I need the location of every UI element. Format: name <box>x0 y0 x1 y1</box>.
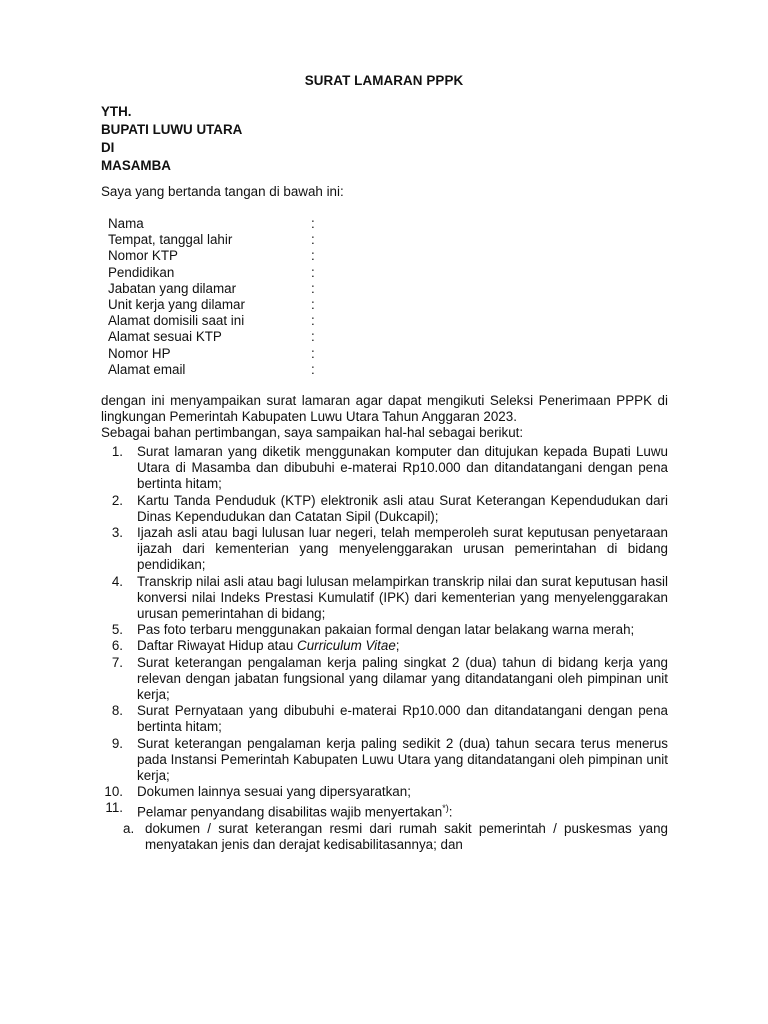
requirements-list <box>101 444 668 854</box>
field-colon: : <box>311 313 315 329</box>
field-label: Unit kerja yang dilamar <box>108 296 245 312</box>
list-number: 1. <box>111 444 123 459</box>
list-number: 8. <box>111 703 123 719</box>
field-row <box>108 232 368 248</box>
sub-list-letter: a. <box>123 821 135 837</box>
field-colon: : <box>311 216 315 231</box>
field-row <box>108 362 368 378</box>
application-statement: dengan ini menyampaikan surat lamaran agar dapat mengikuti Seleksi Penerimaan PPPK di lingkungan Pemerintah Kabupaten Luwu Utara Tahun Anggaran 2023. <box>101 393 668 425</box>
sub-list-item <box>101 821 668 853</box>
field-label: Nomor HP <box>108 345 171 361</box>
field-colon: : <box>311 232 315 248</box>
list-text: Daftar Riwayat Hidup atau <box>137 638 298 654</box>
list-item <box>101 655 668 704</box>
field-colon: : <box>311 264 315 280</box>
field-colon: : <box>311 345 315 361</box>
list-item <box>101 574 668 623</box>
list-number: 10. <box>104 784 123 800</box>
field-label: Alamat email <box>108 361 186 377</box>
list-text: Pas foto terbaru menggunakan pakaian formal dengan latar belakang warna merah; <box>137 622 635 638</box>
field-row <box>108 216 368 232</box>
body-paragraph <box>101 393 668 442</box>
address-line: DI <box>101 140 115 155</box>
identity-fields <box>108 216 368 378</box>
address-line: MASAMBA <box>101 158 171 173</box>
list-text-suffix: : <box>448 804 453 820</box>
list-text-italic: Curriculum Vitae <box>297 638 396 654</box>
list-text: Ijazah asli atau bagi lulusan luar negeri, telah memperoleh surat keputusan penyetaraan ijazah dari kementerian yang menyelenggarakan urusan pemerintahan di bidang pendidikan; <box>137 525 668 573</box>
list-item <box>101 525 668 574</box>
field-label: Nama <box>108 216 144 231</box>
recipient-address <box>101 103 242 175</box>
intro-text: Saya yang bertanda tangan di bawah ini: <box>101 184 344 199</box>
list-text: Transkrip nilai asli atau bagi lulusan melampirkan transkrip nilai dan surat keputusan hasil konversi nilai Indeks Prestasi Kumulatif (IPK) dari kementerian yang menyelenggarakan urusan pemerintahan di bidang; <box>137 573 668 622</box>
sub-list-text: dokumen / surat keterangan resmi dari rumah sakit pemerintah / puskesmas yang menyatakan jenis dan derajat kedisabilitasannya; dan <box>145 821 668 853</box>
list-number: 11. <box>105 800 123 816</box>
field-colon: : <box>311 280 315 296</box>
field-colon: : <box>311 329 315 345</box>
field-label: Alamat domisili saat ini <box>108 313 245 329</box>
field-label: Tempat, tanggal lahir <box>108 232 233 248</box>
field-colon: : <box>311 361 315 377</box>
list-number: 5. <box>111 622 123 638</box>
list-text: Surat keterangan pengalaman kerja paling sedikit 2 (dua) tahun secara terus menerus pada Instansi Pemerintah Kabupaten Luwu Utara yang ditandatangani oleh pimpinan unit kerja; <box>137 735 668 784</box>
list-text: Surat lamaran yang diketik menggunakan komputer dan ditujukan kepada Bupati Luwu Utara di Masamba dan dibubuhi e-materai Rp10.000 dan ditandatangani dengan pena bertinta hitam; <box>137 444 668 492</box>
list-text-suffix: ; <box>395 638 400 654</box>
field-row <box>108 281 368 297</box>
list-text: Dokumen lainnya sesuai yang dipersyaratkan; <box>137 784 411 800</box>
list-item <box>101 444 668 493</box>
list-item <box>101 784 668 800</box>
footnote-marker: *) <box>442 803 449 814</box>
list-text: Kartu Tanda Penduduk (KTP) elektronik asli atau Surat Keterangan Kependudukan dari Dinas Kependudukan dan Catatan Sipil (Dukcapil); <box>137 492 668 524</box>
field-label: Nomor KTP <box>108 248 178 264</box>
address-line: BUPATI LUWU UTARA <box>101 122 243 137</box>
address-line: YTH. <box>101 104 132 119</box>
field-colon: : <box>311 248 315 264</box>
field-row <box>108 297 368 313</box>
list-number: 4. <box>111 573 123 589</box>
list-number: 7. <box>111 654 123 670</box>
field-label: Alamat sesuai KTP <box>108 329 222 345</box>
list-number: 3. <box>111 525 123 541</box>
list-number: 6. <box>111 638 123 654</box>
field-row <box>108 346 368 362</box>
field-row <box>108 313 368 329</box>
considerations-intro: Sebagai bahan pertimbangan, saya sampaikan hal-hal sebagai berikut: <box>101 425 524 441</box>
document-title: SURAT LAMARAN PPPK <box>304 73 464 88</box>
list-text: Pelamar penyandang disabilitas wajib menyertakan <box>137 804 443 820</box>
list-item <box>101 703 668 735</box>
list-number: 2. <box>111 492 123 508</box>
list-text: Surat keterangan pengalaman kerja paling singkat 2 (dua) tahun di bidang kerja yang relevan dengan jabatan fungsional yang dilamar yang ditandatangani oleh pimpinan unit kerja; <box>137 654 668 703</box>
list-number: 9. <box>111 735 123 751</box>
list-item <box>101 622 668 638</box>
field-row <box>108 265 368 281</box>
list-item <box>101 493 668 525</box>
field-row <box>108 248 368 264</box>
field-row <box>108 329 368 345</box>
list-item <box>101 800 668 821</box>
list-item <box>101 638 668 654</box>
field-colon: : <box>311 296 315 312</box>
field-label: Pendidikan <box>108 264 175 280</box>
field-label: Jabatan yang dilamar <box>108 280 237 296</box>
list-item <box>101 736 668 785</box>
list-text: Surat Pernyataan yang dibubuhi e-materai Rp10.000 dan ditandatangani dengan pena bertinta hitam; <box>137 703 668 735</box>
